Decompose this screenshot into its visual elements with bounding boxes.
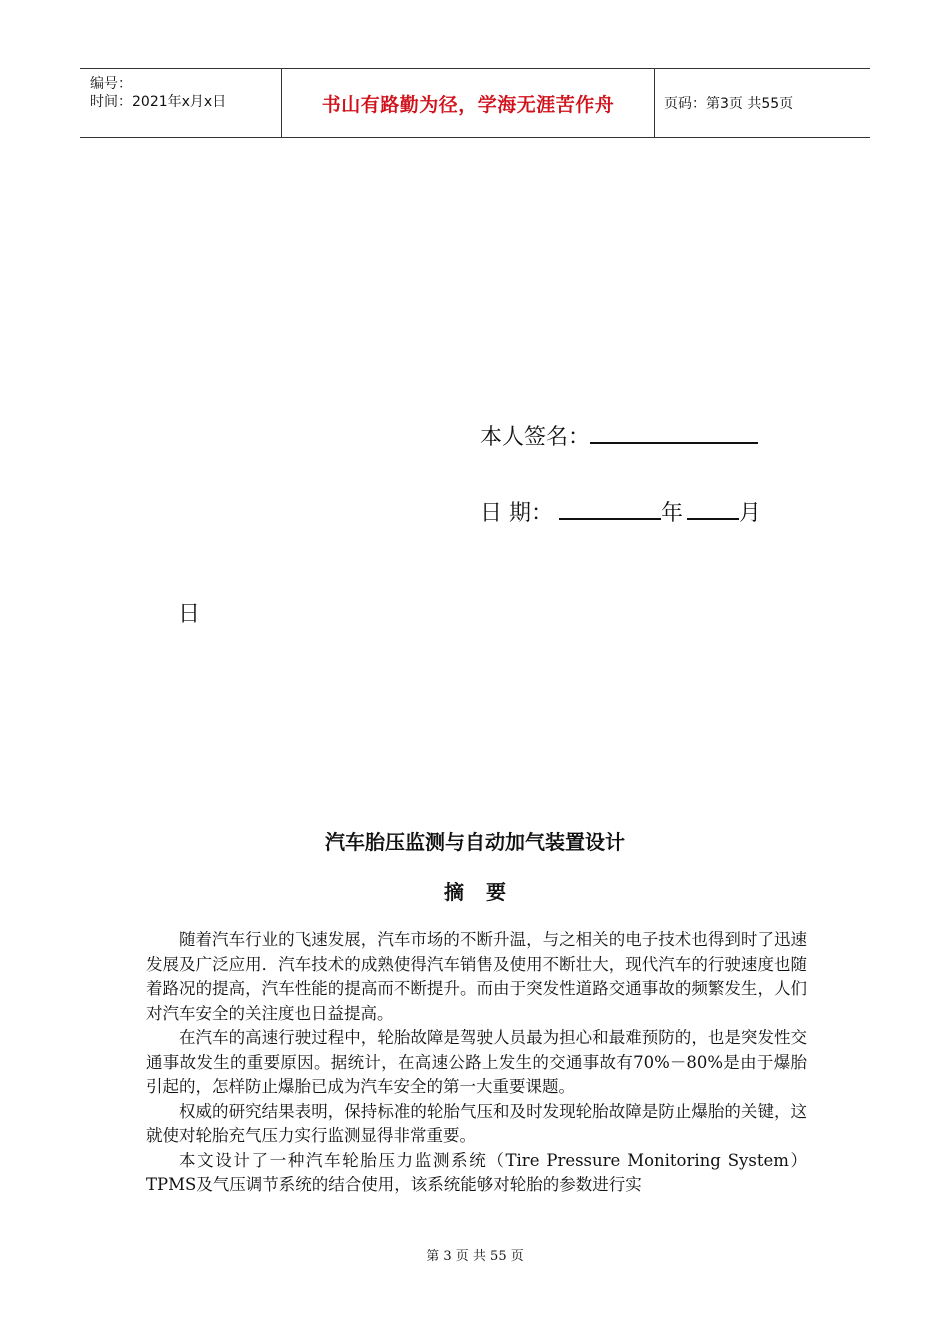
signature-label: 本人签名： [480, 425, 591, 450]
abstract-heading: 摘要 [444, 880, 528, 904]
paragraph: 在汽车的高速行驶过程中，轮胎故障是驾驶人员最为担心和最难预防的，也是突发性交通事故发生的重要原因。据统计，在高速公路上发生的交通事故有70%－80%是由于爆胎引起的，怎样防止爆胎已成为汽车安全的第一大重要课题。 [146, 1028, 807, 1096]
header-motto-cell [281, 69, 655, 137]
page-header [80, 68, 870, 138]
paragraph: 随着汽车行业的飞速发展，汽车市场的不断升温，与之相关的电子技术也得到时了迅速发展及广泛应用．汽车技术的成熟使得汽车销售及使用不断壮大，现代汽车的行驶速度也随着路况的提高，汽车性能的提高而不断提升。而由于突发性道路交通事故的频繁发生，人们对汽车安全的关注度也日益提高。 [146, 930, 807, 1023]
signature-line[interactable] [590, 422, 758, 444]
time-label: 时间：2021年x月x日 [90, 94, 227, 110]
header-left-cell [80, 69, 280, 137]
motto-text: 书山有路勤为径，学海无涯苦作舟 [321, 93, 615, 116]
month-line[interactable] [687, 498, 739, 520]
page-code: 页码：第3页 共55页 [664, 96, 794, 112]
document-title: 汽车胎压监测与自动加气装置设计 [325, 830, 625, 854]
year-line[interactable] [559, 498, 661, 520]
day-label: 日 [178, 602, 201, 627]
paragraph: 本文设计了一种汽车轮胎压力监测系统（Tire Pressure Monitoring System）TPMS及气压调节系统的结合使用，该系统能够对轮胎的参数进行实 [146, 1150, 807, 1194]
header-right-cell [654, 69, 870, 137]
page-footer: 第 3 页 共 55 页 [426, 1249, 524, 1264]
month-label: 月 [739, 501, 762, 526]
year-label: 年 [661, 501, 684, 526]
paragraph: 权威的研究结果表明，保持标准的轮胎气压和及时发现轮胎故障是防止爆胎的关键，这就使对轮胎充气压力实行监测显得非常重要。 [146, 1101, 807, 1145]
signature-row [480, 420, 758, 451]
number-label: 编号： [90, 76, 132, 92]
abstract-body [146, 928, 807, 1198]
date-row [480, 496, 761, 527]
date-label: 日 期： [480, 501, 553, 526]
